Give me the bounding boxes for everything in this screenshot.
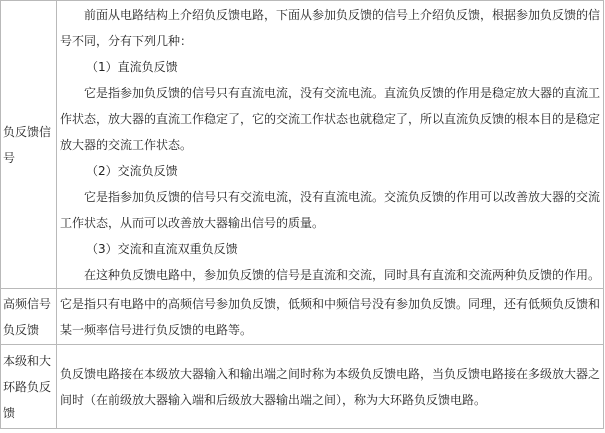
paragraph: 负反馈电路接在本级放大器输入和输出端之间时称为本级负反馈电路，当负反馈电路接在多级放大器之间时（在前级放大器输入端和后级放大器输出端之间），称为大环路负反馈电路。 xyxy=(60,366,601,407)
table-row xyxy=(1,1,604,289)
row-content-cell xyxy=(57,345,604,429)
paragraph: 它是指只有电路中的高频信号参加负反馈，低频和中频信号没有参加负反馈。同理，还有低频负反馈和某一频率信号进行负反馈的电路等。 xyxy=(60,296,601,337)
paragraph: 它是指参加负反馈的信号只有直流电流，没有交流电流。直流负反馈的作用是稳定放大器的直流工作状态，放大器的直流工作稳定了，它的交流工作状态也就稳定了，所以直流负反馈的根本目的是稳定放大器的交流工作状态。 xyxy=(60,85,601,152)
row-content-cell xyxy=(57,1,604,289)
paragraph: 在这种负反馈电路中，参加负反馈的信号是直流和交流，同时具有直流和交流两种负反馈的作用。 xyxy=(84,267,601,282)
table-row xyxy=(1,289,604,345)
paragraph: 它是指参加负反馈的信号只有交流电流，没有直流电流。交流负反馈的作用可以改善放大器的交流工作状态，从而可以改善放大器输出信号的质量。 xyxy=(60,189,601,230)
row-label-cell xyxy=(1,289,57,345)
row-label: 负反馈信号 xyxy=(3,124,52,165)
row-label-cell xyxy=(1,345,57,429)
row-label-cell xyxy=(1,1,57,289)
section-heading: （1）直流负反馈 xyxy=(86,59,178,74)
paragraph: 前面从电路结构上介绍负反馈电路，下面从参加负反馈的信号上介绍负反馈，根据参加负反馈的信号不同，分有下列几种： xyxy=(60,7,601,48)
section-heading: （2）交流负反馈 xyxy=(86,163,178,178)
row-label: 本级和大环路负反馈 xyxy=(3,353,52,420)
table-row xyxy=(1,345,604,429)
row-content-cell xyxy=(57,289,604,345)
section-heading: （3）交流和直流双重负反馈 xyxy=(86,241,238,256)
row-label: 高频信号负反馈 xyxy=(3,296,52,337)
